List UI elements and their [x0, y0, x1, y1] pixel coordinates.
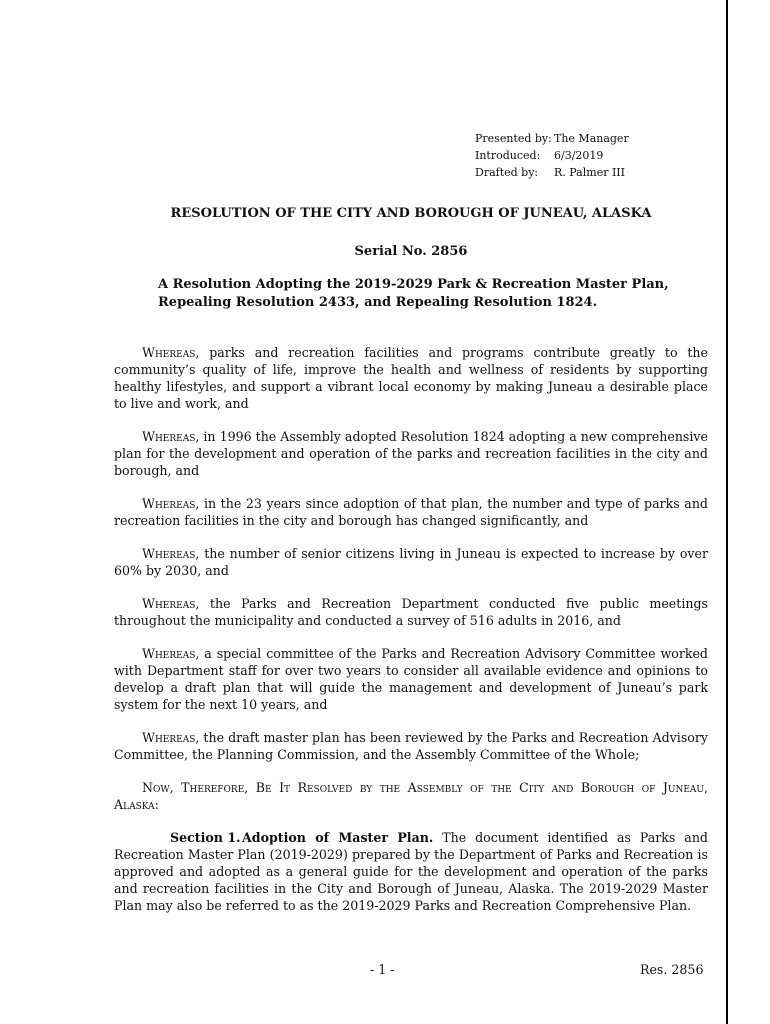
presented-value: The Manager	[554, 132, 629, 145]
section-1-text: The document identified as Parks and Recreation Master Plan (2019-2029) prepared by the Department of Parks and Recreation is approved and adopted as a general guide for the development and operation of the parks and recreation facilities in the City and Borough of Juneau, Alaska. The 2019-2029 Master Plan may also be referred to as the 2019-2029 Parks and Recreation Comprehensive Plan.	[114, 830, 708, 913]
introduced-value: 6/3/2019	[554, 149, 604, 162]
whereas-paragraph	[114, 344, 708, 412]
page-right-border	[726, 0, 728, 1024]
drafted-label: Drafted by:	[475, 166, 539, 179]
resolution-subtitle: A Resolution Adopting the 2019-2029 Park & Recreation Master Plan, Repealing Resolution 2433, and Repealing Resolution 1824.	[158, 277, 669, 310]
resolution-body	[114, 344, 708, 930]
resolution-title: RESOLUTION OF THE CITY AND BOROUGH OF JUNEAU, ALASKA	[170, 206, 652, 221]
whereas-keyword: Whereas	[142, 646, 196, 661]
whereas-keyword: Whereas	[142, 496, 196, 511]
serial-number: Serial No. 2856	[354, 244, 468, 259]
resolution-number: Res. 2856	[640, 962, 704, 977]
section-1	[114, 829, 708, 914]
whereas-keyword: Whereas	[142, 345, 196, 360]
paragraph-text: , the number of senior citizens living in Juneau is expected to increase by over 60% by 2030, and	[114, 546, 708, 578]
whereas-paragraph	[114, 428, 708, 479]
drafted-row	[475, 164, 629, 181]
paragraph-text: , the Parks and Recreation Department conducted five public meetings throughout the municipality and conducted a survey of 516 adults in 2016, and	[114, 596, 708, 628]
whereas-keyword: Whereas	[142, 730, 196, 745]
whereas-keyword: Whereas	[142, 429, 196, 444]
section-1-label: Section 1.	[170, 830, 241, 845]
drafted-value: R. Palmer III	[554, 166, 625, 179]
paragraph-text: , in 1996 the Assembly adopted Resolution 1824 adopting a new comprehensive plan for the development and operation of the parks and recreation facilities in the city and borough, and	[114, 429, 708, 478]
whereas-paragraph	[114, 595, 708, 629]
paragraph-text: , parks and recreation facilities and programs contribute greatly to the community’s quality of life, improve the health and wellness of residents by supporting healthy lifestyles, and support a vibrant local economy by making Juneau a desirable place to live and work, and	[114, 345, 708, 411]
whereas-paragraph	[114, 495, 708, 529]
paragraph-text: , a special committee of the Parks and Recreation Advisory Committee worked with Department staff for over two years to consider all available evidence and opinions to develop a draft plan that will guide the management and development of Juneau’s park system for the next 10 years, and	[114, 646, 708, 712]
introduced-row	[475, 147, 629, 164]
whereas-paragraph	[114, 645, 708, 713]
whereas-paragraph	[114, 545, 708, 579]
presented-label: Presented by:	[475, 132, 552, 145]
whereas-paragraph	[114, 729, 708, 763]
page-number: - 1 -	[370, 962, 395, 977]
paragraph-text: , the draft master plan has been reviewed by the Parks and Recreation Advisory Committee, the Planning Commission, and the Assembly Committee of the Whole;	[114, 730, 708, 762]
resolved-clause: Now, Therefore, Be It Resolved by the Assembly of the City and Borough of Juneau, Alaska:	[114, 780, 708, 812]
section-1-title: Adoption of Master Plan.	[242, 830, 434, 845]
whereas-keyword: Whereas	[142, 596, 196, 611]
whereas-keyword: Whereas	[142, 546, 196, 561]
introduced-label: Introduced:	[475, 149, 541, 162]
presented-row	[475, 130, 629, 147]
header-meta	[475, 130, 629, 181]
paragraph-text: , in the 23 years since adoption of that plan, the number and type of parks and recreation facilities in the city and borough has changed significantly, and	[114, 496, 708, 528]
